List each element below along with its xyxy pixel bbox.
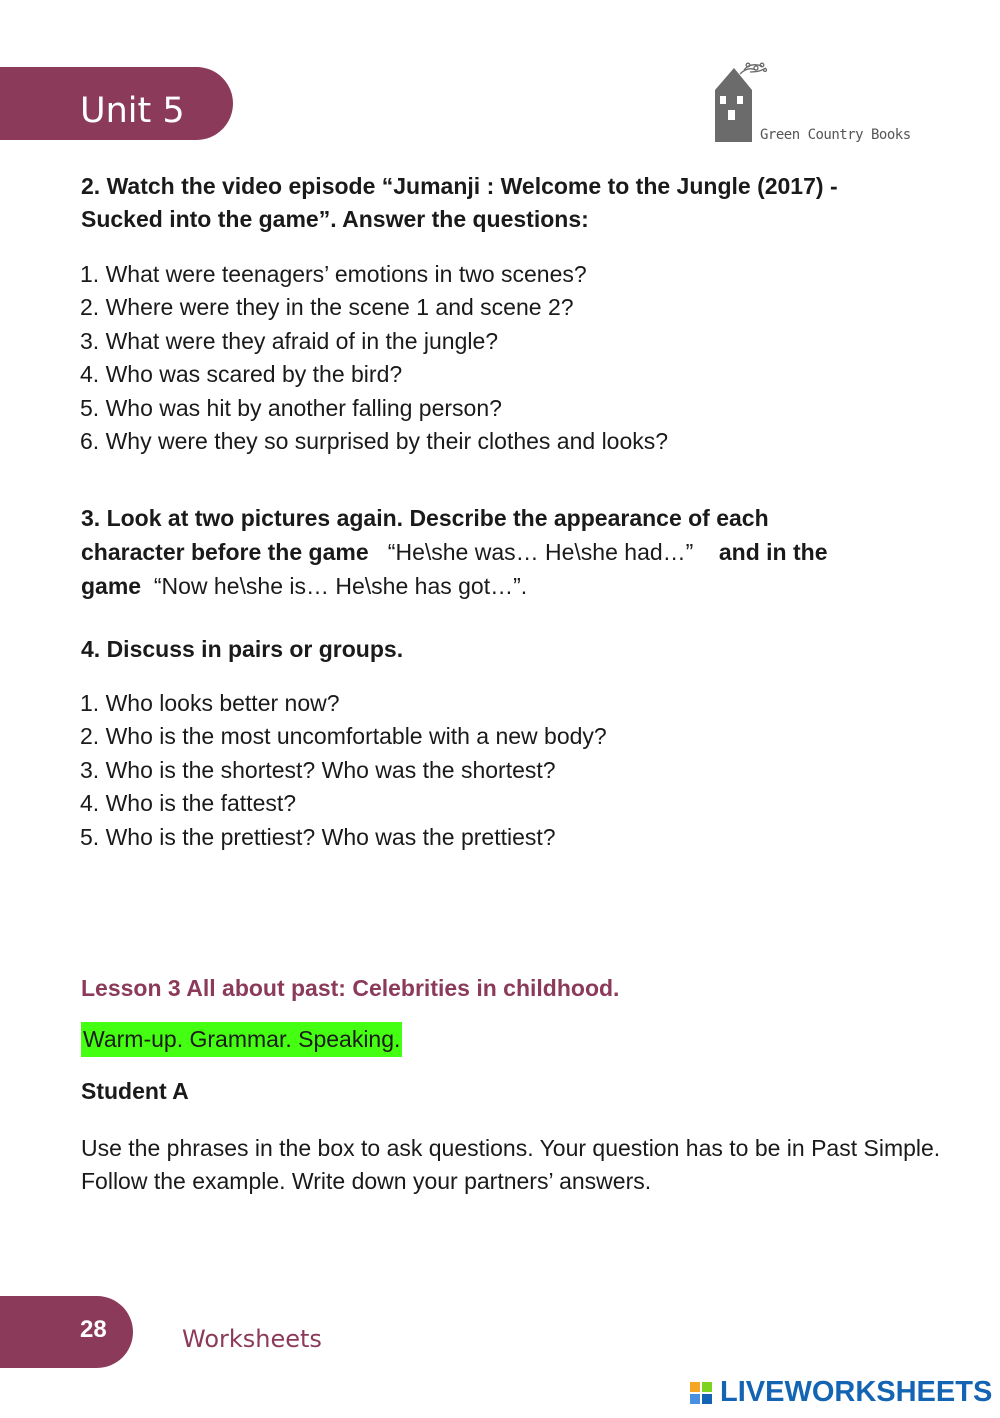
list-item: 5. Who was hit by another falling person? <box>80 394 502 421</box>
footer-section-label: Worksheets <box>182 1325 322 1353</box>
task4-heading: 4. Discuss in pairs or groups. <box>81 636 404 662</box>
list-item: 3. Who is the shortest? Who was the shortest? <box>80 756 556 783</box>
list-item: 5. Who is the prettiest? Who was the prettiest? <box>80 823 556 850</box>
instructions-paragraph: Use the phrases in the box to ask questions. Your question has to be in Past Simple. Follow the example. Write down your partners’ answers. <box>81 1135 941 1194</box>
list-item: 6. Why were they so surprised by their clothes and looks? <box>80 428 669 455</box>
lesson-title: Lesson 3 All about past: Celebrities in childhood. <box>81 975 620 1001</box>
task3-before-label: character before the game <box>81 539 369 565</box>
task2-heading-line1: 2. Watch the video episode “Jumanji : Welcome to the Jungle (2017) - <box>81 173 838 199</box>
task3-and-label: and in the <box>718 539 828 565</box>
list-item: 2. Who is the most uncomfortable with a new body? <box>80 723 607 750</box>
list-item: 2. Where were they in the scene 1 and scene 2? <box>80 294 574 321</box>
student-label: Student A <box>81 1078 189 1104</box>
unit-tab <box>0 67 233 140</box>
task3-line1: 3. Look at two pictures again. Describe the appearance of each <box>81 505 769 531</box>
page-number-tab <box>0 1296 133 1368</box>
list-item: 4. Who is the fattest? <box>80 790 297 817</box>
task3-paragraph <box>81 501 941 603</box>
task3-game-label: game <box>81 573 142 599</box>
liveworksheets-logo[interactable] <box>690 1376 993 1410</box>
liveworksheets-icon <box>690 1382 712 1404</box>
list-item: 4. Who was scared by the bird? <box>80 361 403 388</box>
task3-after-quote: “Now he\she is… He\she has got…”. <box>153 573 528 599</box>
list-item: 1. Who looks better now? <box>80 690 340 716</box>
liveworksheets-brand: LIVEWORKSHEETS <box>720 1376 993 1408</box>
logo-text: Green Country Books <box>760 127 911 143</box>
task2-heading-line2: Sucked into the game”. Answer the questions: <box>81 206 589 232</box>
list-item: 1. What were teenagers’ emotions in two scenes? <box>80 261 587 287</box>
task3-before-quote: “He\she was… He\she had…” <box>387 539 694 565</box>
task2-question-list <box>80 258 668 458</box>
task4-question-list <box>80 687 607 854</box>
list-item: 3. What were they afraid of in the jungle? <box>80 327 499 354</box>
green-country-books-logo <box>710 60 910 150</box>
highlight-label: Warm-up. Grammar. Speaking. <box>81 1022 402 1057</box>
unit-label: Unit 5 <box>80 91 185 131</box>
page-number: 28 <box>80 1316 107 1343</box>
